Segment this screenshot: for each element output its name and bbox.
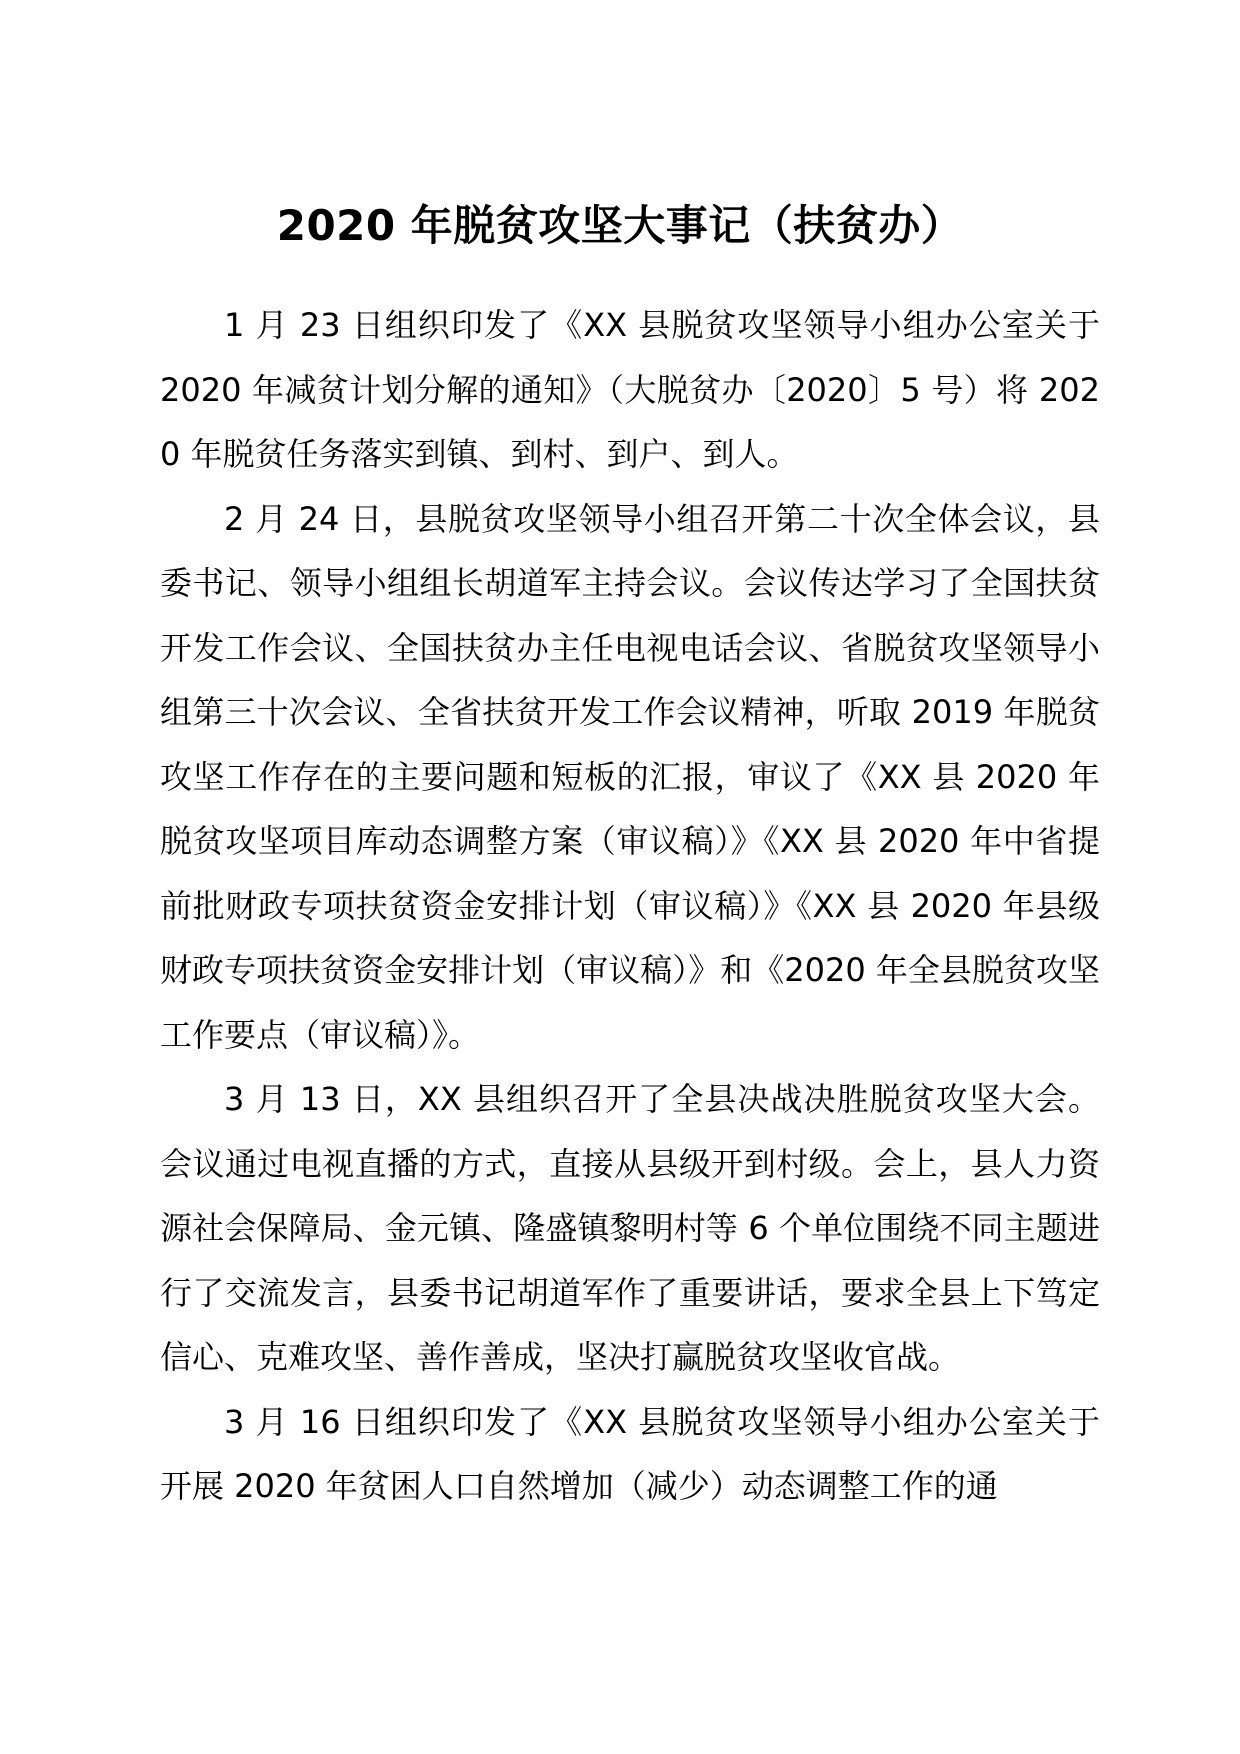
- paragraph-feb-24: 2 月 24 日，县脱贫攻坚领导小组召开第二十次全体会议，县委书记、领导小组组长胡道军主持会议。会议传达学习了全国扶贫开发工作会议、全国扶贫办主任电视电话会议、省脱贫攻坚领导小组第三十次会议、全省扶贫开发工作会议精神，听取 2019 年脱贫攻坚工作存在的主要问题和短板的汇报，审议了《XX 县 2020 年脱贫攻坚项目库动态调整方案（审议稿）》《XX 县 2020 年中省提前批财政专项扶贫资金安排计划（审议稿）》《XX 县 2020 年县级财政专项扶贫资金安排计划（审议稿）》和《2020 年全县脱贫攻坚工作要点（审议稿）》。: [160, 499, 1100, 1054]
- paragraph-jan-23: 1 月 23 日组织印发了《XX 县脱贫攻坚领导小组办公室关于 2020 年减贫计划分解的通知》（大脱贫办〔2020〕5 号）将 2020 年脱贫任务落实到镇、到村、到户、到人。: [160, 306, 1100, 473]
- paragraph-mar-13: 3 月 13 日，XX 县组织召开了全县决战决胜脱贫攻坚大会。会议通过电视直播的方式，直接从县级开到村级。会上，县人力资源社会保障局、金元镇、隆盛镇黎明村等 6 个单位围绕不同主题进行了交流发言，县委书记胡道军作了重要讲话，要求全县上下笃定信心、克难攻坚、善作善成，坚决打赢脱贫攻坚收官战。: [160, 1080, 1100, 1376]
- paragraph-mar-16: 3 月 16 日组织印发了《XX 县脱贫攻坚领导小组办公室关于开展 2020 年贫困人口自然增加（减少）动态调整工作的通: [160, 1402, 1100, 1505]
- document-body: [160, 293, 1100, 1519]
- document-title: 2020 年脱贫攻坚大事记（扶贫办）: [276, 201, 964, 250]
